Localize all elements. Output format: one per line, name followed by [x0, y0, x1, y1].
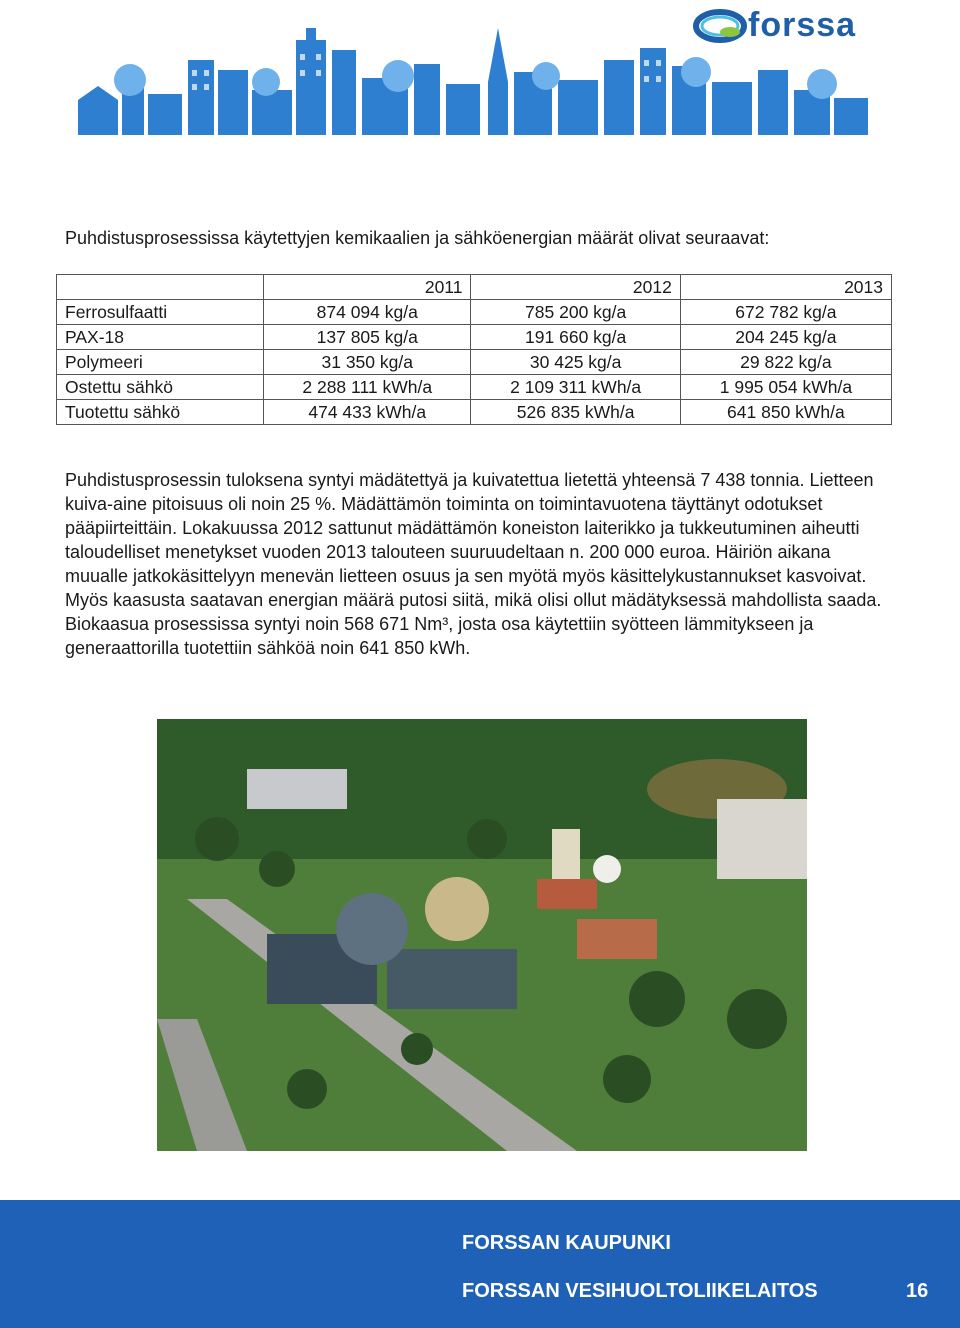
logo-text: forssa [748, 6, 857, 44]
page-number: 16 [906, 1280, 929, 1302]
table-row [57, 350, 892, 375]
table-row-label: PAX-18 [57, 325, 264, 350]
table-header-cell: 2012 [471, 275, 680, 300]
table-header-cell: 2013 [680, 275, 891, 300]
table-cell: 1 995 054 kWh/a [680, 375, 891, 400]
table-cell: 526 835 kWh/a [471, 400, 680, 425]
footer-bar [0, 1200, 960, 1328]
table-cell: 29 822 kg/a [680, 350, 891, 375]
table-cell: 30 425 kg/a [471, 350, 680, 375]
table-cell: 474 433 kWh/a [264, 400, 471, 425]
table-header-cell: 2011 [264, 275, 471, 300]
table-header-cell [57, 275, 264, 300]
table-cell: 204 245 kg/a [680, 325, 891, 350]
table-cell: 874 094 kg/a [264, 300, 471, 325]
table-cell: 31 350 kg/a [264, 350, 471, 375]
intro-text: Puhdistusprosessissa käytettyjen kemikaalien ja sähköenergian määrät olivat seuraavat: [65, 228, 770, 248]
aerial-photo-treatment-plant [157, 719, 807, 1151]
footer-city-name: FORSSAN KAUPUNKI [462, 1232, 671, 1254]
table-row-label: Polymeeri [57, 350, 264, 375]
table-cell: 2 109 311 kWh/a [471, 375, 680, 400]
table-cell: 2 288 111 kWh/a [264, 375, 471, 400]
table-row [57, 375, 892, 400]
table-cell: 785 200 kg/a [471, 300, 680, 325]
table-cell: 672 782 kg/a [680, 300, 891, 325]
table-cell: 191 660 kg/a [471, 325, 680, 350]
body-paragraph [65, 468, 885, 660]
chemicals-energy-table [56, 274, 892, 425]
table-row-label: Tuotettu sähkö [57, 400, 264, 425]
body-paragraph-text: Puhdistusprosessin tuloksena syntyi mädätettyä ja kuivatettua lietettä yhteensä 7 438 tonnia. Lietteen kuiva-aine pitoisuus oli noin 25 %. Mädättämön toiminta on toimintavuotena täyttänyt odotukset pääpiirteittäin. Lokakuussa 2012 sattunut mädättämön koneiston laiterikko ja tukkeutuminen aiheutti taloudelliset menetykset vuoden 2013 talouteen suuruudeltaan n. 200 000 euroa. Häiriön aikana muualle jatkokäsittelyyn menevän lietteen osuus ja sen myötä myös käsittelykustannukset kasvoivat. Myös kaasusta saatavan energian määrä putosi siitä, mikä olisi ollut mädätyksessä mahdollista saada. Biokaasua prosessissa syntyi noin 568 671 Nm³, josta osa käytettiin syötteen lämmitykseen ja generaattorilla tuotettiin sähköä noin 641 850 kWh. [65, 470, 882, 658]
table-cell: 137 805 kg/a [264, 325, 471, 350]
table-header-row [57, 275, 892, 300]
footer-department-name: FORSSAN VESIHUOLTOLIIKELAITOS [462, 1280, 818, 1302]
table-row [57, 400, 892, 425]
table-row [57, 300, 892, 325]
table-cell: 641 850 kWh/a [680, 400, 891, 425]
table-row-label: Ferrosulfaatti [57, 300, 264, 325]
table-row-label: Ostettu sähkö [57, 375, 264, 400]
table-row [57, 325, 892, 350]
